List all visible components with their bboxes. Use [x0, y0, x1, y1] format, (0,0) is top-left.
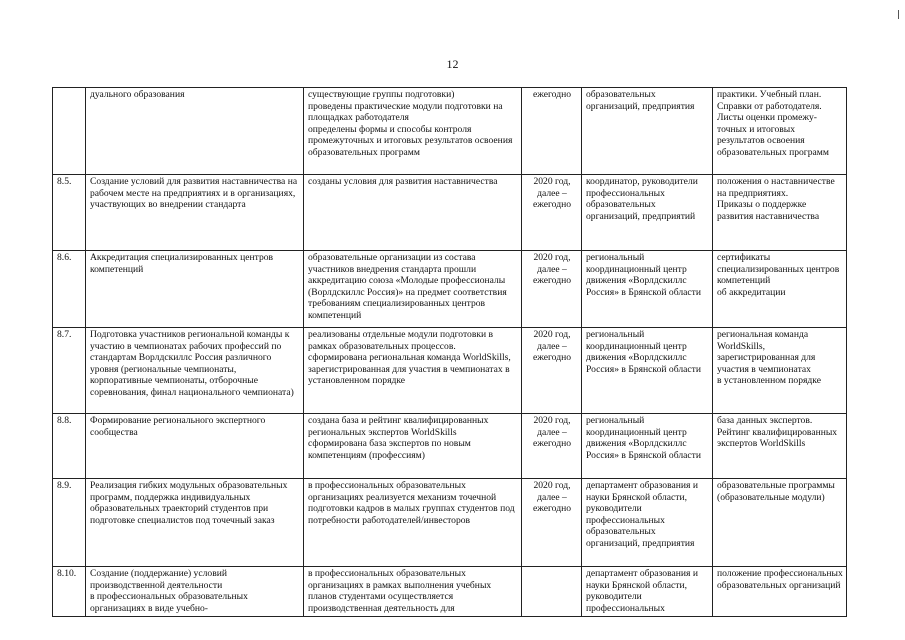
cell-num: 8.6. [53, 251, 86, 328]
cell-result: реализованы отдельные модули подготовки в рамках образовательных процессов. сформирована региональная команда WorldSkills, зарегистрированная для участия в чемпионатах в установленном порядке [304, 328, 522, 414]
cell-period [522, 567, 582, 617]
cell-result: в профессиональных образовательных организациях в рамках выполнения учебных планов студентами осуществляется производственная деятельность для [304, 567, 522, 617]
cell-period: 2020 год, далее – ежегодно [522, 175, 582, 251]
cell-num: 8.9. [53, 479, 86, 567]
cell-docs: положение профессиональных образовательных организаций [713, 567, 847, 617]
cell-activity: Создание (поддержание) условий производственной деятельности в профессиональных образовательных организациях в виде учебно- [86, 567, 304, 617]
cell-activity: Формирование регионального экспертного сообщества [86, 414, 304, 479]
cell-result: образовательные организации из состава участников внедрения стандарта прошли аккредитацию союза «Молодые профессионалы (Ворлдскиллс Россия)» на предмет соответствия требованиям специализированных центров компетенций [304, 251, 522, 328]
cell-num [53, 88, 86, 175]
table-row [53, 175, 847, 251]
cell-responsible: координатор, руководители профессиональных образовательных организаций, предприятий [582, 175, 713, 251]
cell-docs: база данных экспертов. Рейтинг квалифицированных экспертов WorldSkills [713, 414, 847, 479]
table-row [53, 479, 847, 567]
table-row [53, 88, 847, 175]
cell-num: 8.8. [53, 414, 86, 479]
cell-period: 2020 год, далее – ежегодно [522, 414, 582, 479]
table-row [53, 251, 847, 328]
cell-responsible: региональный координационный центр движения «Ворлдскиллс Россия» в Брянской области [582, 328, 713, 414]
cell-result: в профессиональных образовательных организациях реализуется механизм точечной подготовки кадров в малых группах студентов под потребности работодателей/инвесторов [304, 479, 522, 567]
cell-activity: Реализация гибких модульных образовательных программ, поддержка индивидуальных образовательных траекторий студентов при подготовке специалистов под точечный заказ [86, 479, 304, 567]
cell-activity: дуального образования [86, 88, 304, 175]
cell-result: создана база и рейтинг квалифицированных региональных экспертов WorldSkills сформирована база экспертов по новым компетенциям (профессиям) [304, 414, 522, 479]
cell-docs: образовательные программы (образовательные модули) [713, 479, 847, 567]
table-row [53, 414, 847, 479]
cell-activity: Аккредитация специализированных центров компетенций [86, 251, 304, 328]
cell-period: 2020 год, далее – ежегодно [522, 328, 582, 414]
cell-num: 8.5. [53, 175, 86, 251]
cell-docs: региональная команда WorldSkills, зарегистрированная для участия в чемпионатах в установленном порядке [713, 328, 847, 414]
cell-period: ежегодно [522, 88, 582, 175]
page-number: 12 [446, 57, 459, 71]
cell-responsible: департамент образования и науки Брянской области, руководители профессиональных [582, 567, 713, 617]
cell-docs: сертификаты специализированных центров компетенций об аккредитации [713, 251, 847, 328]
cell-docs: положения о наставничестве на предприятиях. Приказы о поддержке развития наставничества [713, 175, 847, 251]
cell-docs: практики. Учебный план. Справки от работодателя. Листы оценки промежу-точных и итоговых результатов освоения образовательных программ [713, 88, 847, 175]
table-row [53, 328, 847, 414]
cell-num: 8.7. [53, 328, 86, 414]
cell-responsible: региональный координационный центр движения «Ворлдскиллс Россия» в Брянской области [582, 414, 713, 479]
plan-table [52, 87, 847, 617]
cell-responsible: департамент образования и науки Брянской области, руководители профессиональных образовательных организаций, предприятия [582, 479, 713, 567]
cell-responsible: образовательных организаций, предприятия [582, 88, 713, 175]
table-row [53, 567, 847, 617]
cell-period: 2020 год, далее – ежегодно [522, 251, 582, 328]
cell-num: 8.10. [53, 567, 86, 617]
cell-period: 2020 год, далее – ежегодно [522, 479, 582, 567]
cell-result: существующие группы подготовки) проведены практические модули подготовки на площадках работодателя определены формы и способы контроля промежуточных и итоговых результатов освоения образовательных программ [304, 88, 522, 175]
scan-edge-mark [898, 10, 899, 19]
cell-activity: Подготовка участников региональной команды к участию в чемпионатах рабочих профессий по стандартам Ворлдскиллс Россия различного уровня (региональные чемпионаты, корпоративные чемпионаты, отборочные соревнования, финал национального чемпионата) [86, 328, 304, 414]
cell-result: созданы условия для развития наставничества [304, 175, 522, 251]
cell-activity: Создание условий для развития наставничества на рабочем месте на предприятиях и в организациях, участвующих во внедрении стандарта [86, 175, 304, 251]
cell-responsible: региональный координационный центр движения «Ворлдскиллс Россия» в Брянской области [582, 251, 713, 328]
